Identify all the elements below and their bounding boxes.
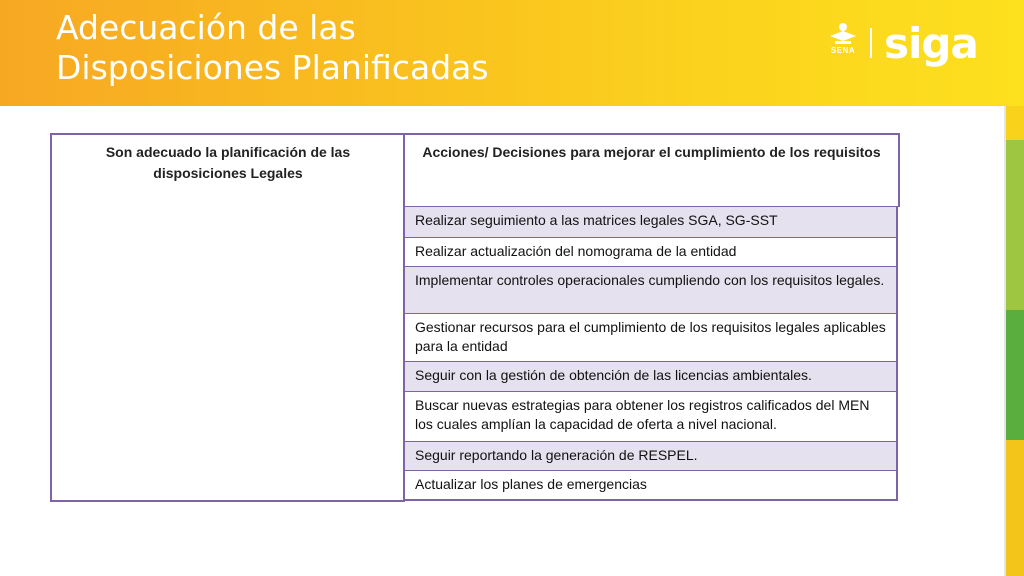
table-row: Buscar nuevas estrategias para obtener los registros calificados del MEN los cuales amplían la capacidad de oferta a nivel nacional. (403, 391, 898, 442)
logo-divider (870, 28, 872, 58)
table-row: Gestionar recursos para el cumplimiento de los requisitos legales aplicables para la entidad (403, 313, 898, 362)
actions-list (403, 207, 898, 501)
table-row: Realizar seguimiento a las matrices legales SGA, SG-SST (403, 206, 898, 238)
side-stripe-yellow (1006, 106, 1024, 140)
slide-header (0, 0, 1024, 106)
side-stripe-light-green (1006, 140, 1024, 310)
table-row: Seguir con la gestión de obtención de las licencias ambientales. (403, 361, 898, 392)
slide-title-line-1: Adecuación de las (56, 8, 356, 47)
sena-label: SENA (830, 46, 856, 55)
column-1-header: Son adecuado la planificación de las disposiciones Legales (105, 144, 351, 181)
sena-siga-logo (826, 19, 978, 72)
sena-icon (826, 22, 860, 46)
siga-wordmark: siga (884, 19, 978, 68)
table-row: Actualizar los planes de emergencias (403, 470, 898, 501)
column-legal-adequacy (50, 133, 405, 502)
column-actions-header-cell (403, 133, 900, 207)
slide-title-line-2: Disposiciones Planificadas (56, 48, 489, 87)
side-stripe-gold (1006, 440, 1024, 576)
table-row: Implementar controles operacionales cumpliendo con los requisitos legales. (403, 266, 898, 314)
slide-title (56, 8, 489, 88)
table-row: Seguir reportando la generación de RESPEL. (403, 441, 898, 471)
side-stripe-green (1006, 310, 1024, 440)
legal-actions-table (50, 133, 898, 500)
table-row: Realizar actualización del nomograma de la entidad (403, 237, 898, 267)
column-2-header: Acciones/ Decisiones para mejorar el cumplimiento de los requisitos (422, 144, 881, 160)
